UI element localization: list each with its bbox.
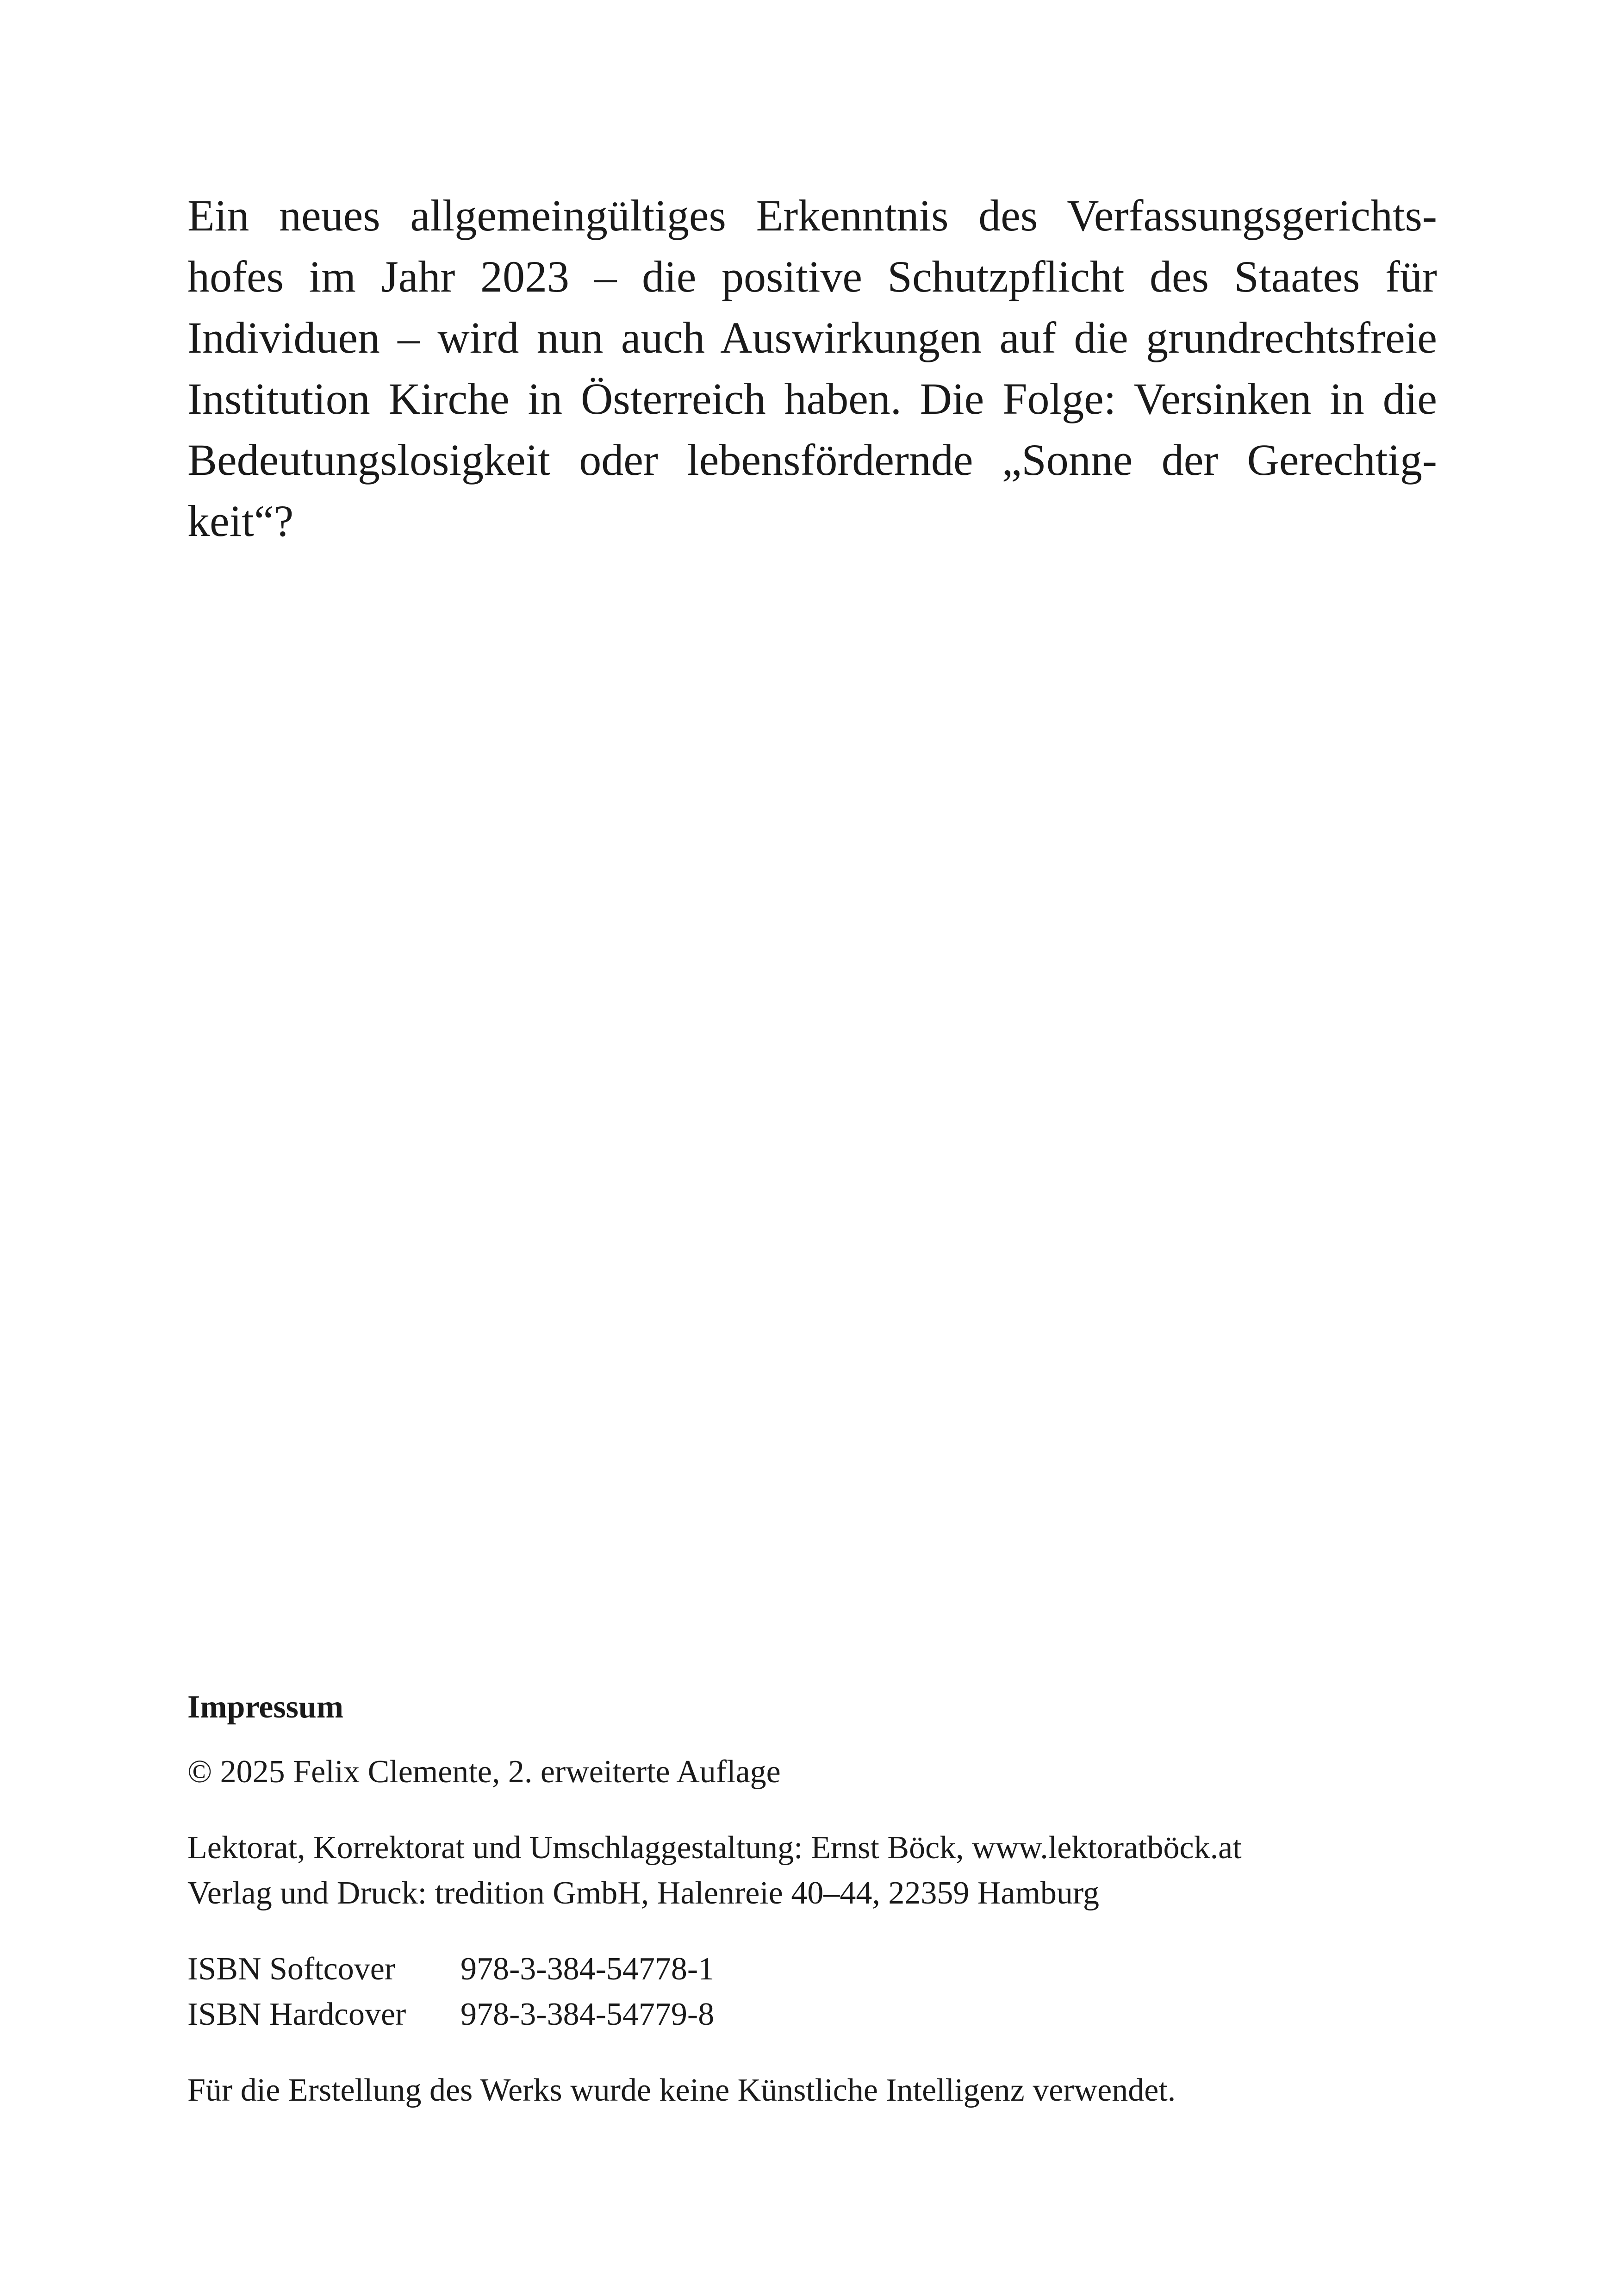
isbn-label: ISBN Softcover bbox=[187, 1951, 396, 1987]
copyright-line bbox=[187, 1749, 1437, 1795]
intro-line: Institution Kirche in Österreich haben. Die Folge: Versinken in die bbox=[187, 374, 1437, 423]
imprint-section bbox=[187, 1685, 1437, 2144]
ai-note: Für die Erstellung des Werks wurde keine Künstliche Intelligenz verwendet. bbox=[187, 2072, 1176, 2108]
intro-line: hofes im Jahr 2023 – die positive Schutzpflicht des Staates für bbox=[187, 252, 1437, 301]
imprint-heading: Impressum bbox=[187, 1689, 344, 1725]
credits-editorial: Lektorat, Korrektorat und Umschlaggestaltung: Ernst Böck, www.lektoratböck.at bbox=[187, 1830, 1242, 1866]
intro-paragraph bbox=[187, 185, 1437, 552]
credits-block bbox=[187, 1825, 1437, 1916]
isbn-hardcover-row bbox=[187, 1992, 1437, 2037]
intro-line: keit“? bbox=[187, 496, 294, 546]
isbn-softcover-row bbox=[187, 1947, 1437, 1992]
isbn-value: 978-3-384-54778-1 bbox=[461, 1951, 715, 1987]
intro-line: Bedeutungslosigkeit oder lebensfördernde „Sonne der Gerechtig- bbox=[187, 435, 1437, 485]
isbn-block bbox=[187, 1947, 1437, 2037]
isbn-value: 978-3-384-54779-8 bbox=[461, 1997, 715, 2032]
intro-line: Ein neues allgemeingültiges Erkenntnis des Verfassungsgerichts- bbox=[187, 191, 1437, 240]
credits-publisher: Verlag und Druck: tredition GmbH, Halenreie 40–44, 22359 Hamburg bbox=[187, 1875, 1099, 1911]
copyright-text: © 2025 Felix Clemente, 2. erweiterte Auflage bbox=[187, 1754, 781, 1790]
intro-line: Individuen – wird nun auch Auswirkungen auf die grundrechtsfreie bbox=[187, 313, 1437, 362]
isbn-label: ISBN Hardcover bbox=[187, 1997, 406, 2032]
ai-note-block bbox=[187, 2068, 1437, 2113]
